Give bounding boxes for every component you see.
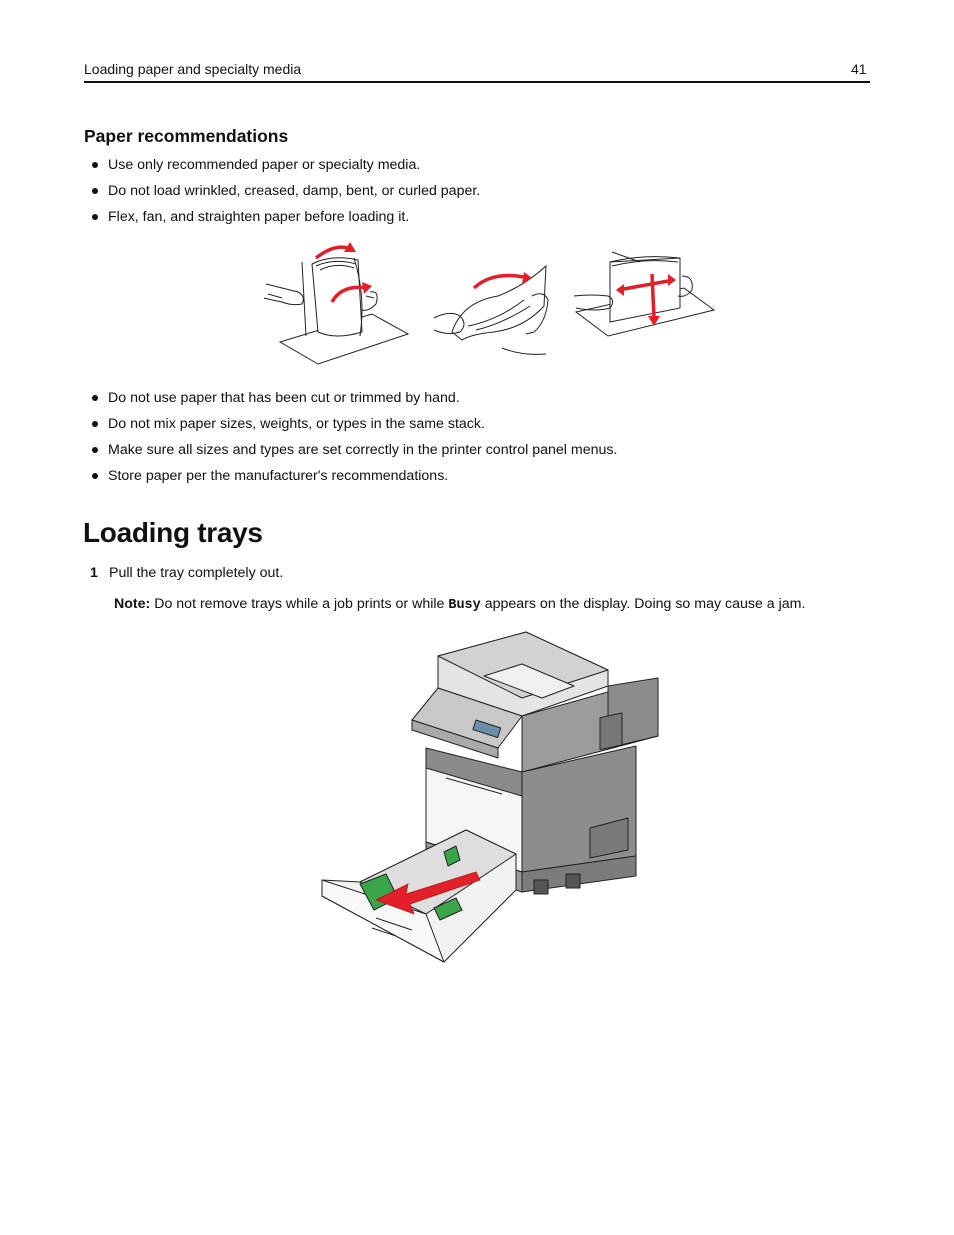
note-text-before: Do not remove trays while a job prints or while [154,596,445,612]
step-number: 1 [90,565,98,581]
page-number: 41 [851,61,867,77]
bullet-item: Store paper per the manufacturer's recommendations. [90,466,617,492]
bullet-item: Make sure all sizes and types are set correctly in the printer control panel menus. [90,440,617,466]
note-code-busy: Busy [448,598,481,613]
note-text-after: appears on the display. Doing so may cause a jam. [484,596,806,612]
bullet-item: Flex, fan, and straighten paper before loading it. [90,207,480,233]
note [114,596,805,613]
section-heading-loading-trays: Loading trays [83,517,263,548]
bullet-list-top [90,155,480,233]
paper-flexing-illustration [262,236,720,370]
step-text: Pull the tray completely out. [109,565,284,581]
bullet-item: Do not mix paper sizes, weights, or types in the same stack. [90,414,617,440]
bullet-item: Do not load wrinkled, creased, damp, bent, or curled paper. [90,181,480,207]
bullet-item: Use only recommended paper or specialty media. [90,155,480,181]
bullet-list-bottom [90,388,617,492]
running-header-title: Loading paper and specialty media [84,61,302,77]
section-heading-paper-recommendations: Paper recommendations [84,126,289,146]
bullet-item: Do not use paper that has been cut or trimmed by hand. [90,388,617,414]
printer-tray-illustration [316,628,662,964]
note-label: Note: [114,596,151,612]
header-rule [84,81,870,83]
